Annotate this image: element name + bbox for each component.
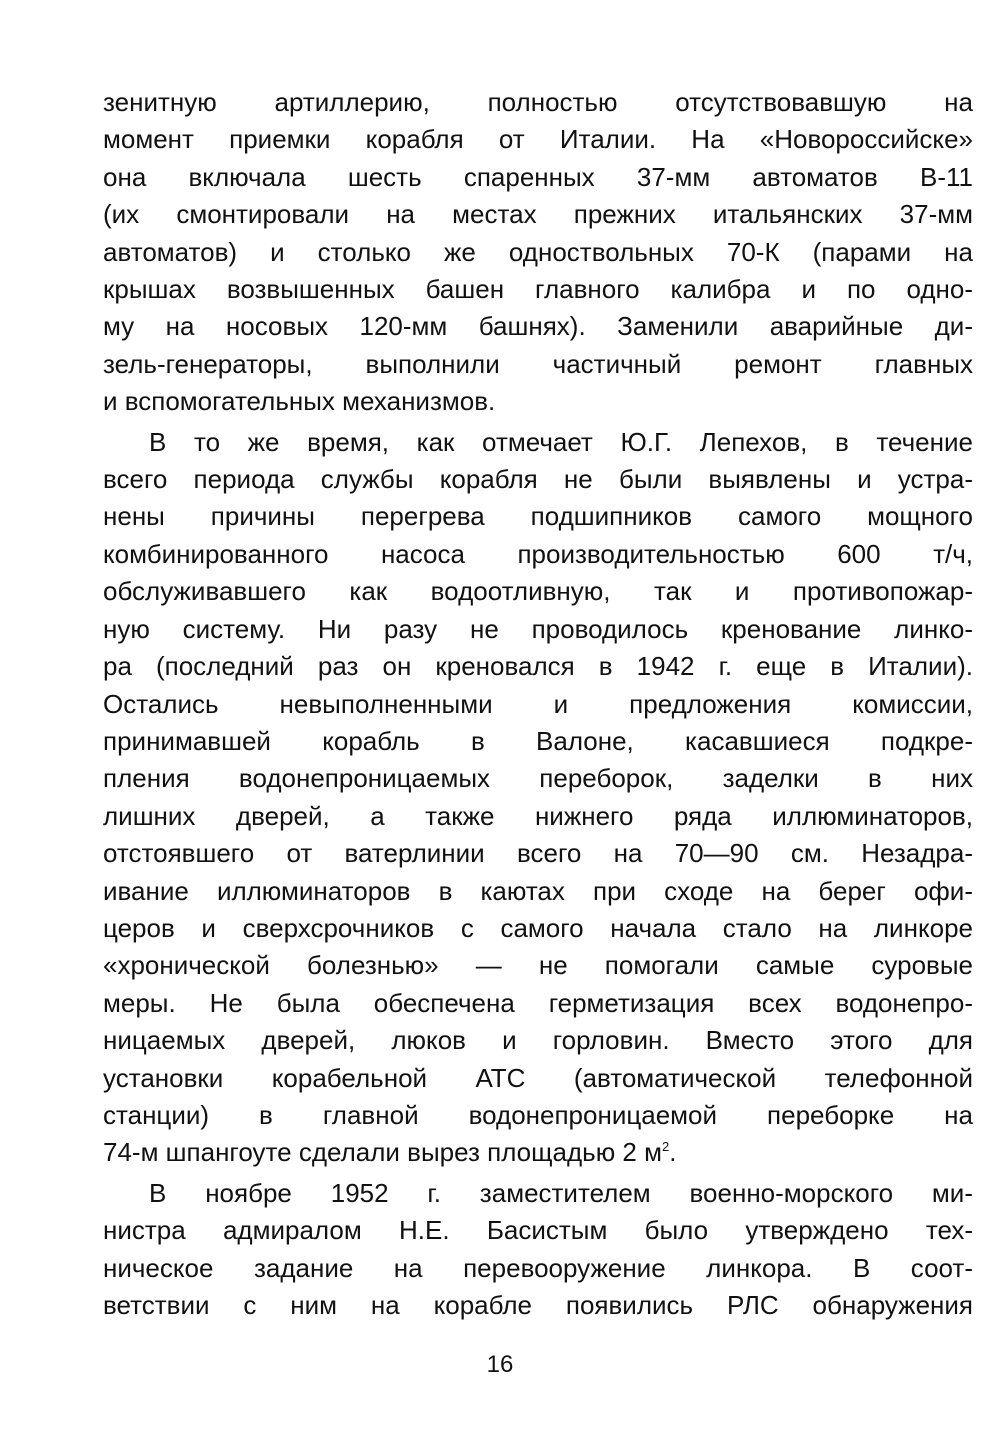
paragraph — [103, 424, 973, 1172]
text-line: зенитную артиллерию, полностью отсутствовавшую на — [103, 87, 973, 117]
text-line: ную систему. Ни разу не проводилось кренование линко- — [103, 613, 973, 644]
text-line: ра (последний раз он креновался в 1942 г. еще в Италии). — [103, 651, 973, 682]
text-line: ивание иллюминаторов в каютах при сходе на берег офи- — [103, 875, 973, 906]
text-line: (их смонтировали на местах прежних итальянских 37-мм — [103, 199, 973, 230]
text-line-tail: . — [669, 1137, 677, 1168]
text-line: ническое задание на перевооружение линкора. В соот- — [103, 1252, 973, 1283]
text-line: она включала шесть спаренных 37-мм автоматов В-11 — [103, 161, 973, 192]
text-line: зель-генераторы, выполнили частичный ремонт главных — [103, 348, 973, 379]
paragraph — [103, 1175, 973, 1325]
text-line: станции) в главной водонепроницаемой переборке на — [103, 1099, 973, 1130]
text-line-main: 74-м шпангоуте сделали вырез площадью 2 м — [103, 1137, 662, 1168]
text-line: ницаемых дверей, люков и горловин. Вместо этого для — [103, 1025, 973, 1056]
text-line: му на носовых 120-мм башнях). Заменили аварийные ди- — [103, 311, 973, 342]
text-line: всего периода службы корабля не были выявлены и устра- — [103, 464, 973, 495]
text-line: принимавшей корабль в Валоне, касавшиеся подкре- — [103, 725, 973, 756]
superscript: 2 — [661, 1139, 670, 1155]
text-line: меры. Не была обеспечена герметизация всех водонепро- — [103, 987, 973, 1018]
paragraph — [103, 84, 973, 421]
text-line: нены причины перегрева подшипников самого мощного — [103, 501, 973, 532]
text-line: нистра адмиралом Н.Е. Басистым было утверждено тех- — [103, 1215, 973, 1246]
text-line: комбинированного насоса производительностью 600 т/ч, — [103, 538, 973, 569]
text-line: обслуживавшего как водоотливную, так и противопожар- — [103, 576, 973, 607]
text-line: отстоявшего от ватерлинии всего на 70—90 см. Незадра- — [103, 838, 973, 869]
page-number: 16 — [486, 1351, 514, 1378]
text-line: лишних дверей, а также нижнего ряда иллюминаторов, — [103, 800, 973, 831]
text-line: момент приемки корабля от Италии. На «Новороссийске» — [103, 124, 973, 155]
text-line: церов и сверхсрочников с самого начала стало на линкоре — [103, 912, 973, 943]
text-line: установки корабельной АТС (автоматической телефонной — [103, 1062, 973, 1093]
body-text — [103, 84, 973, 1324]
text-line: крышах возвышенных башен главного калибра и по одно- — [103, 274, 973, 305]
text-line — [103, 1134, 973, 1171]
text-line: пления водонепроницаемых переборок, заделки в них — [103, 763, 973, 794]
text-line: автоматов) и столько же одноствольных 70-К (парами на — [103, 236, 973, 267]
text-line: В то же время, как отмечает Ю.Г. Лепехов, в течение — [149, 426, 973, 457]
text-line: «хронической болезнью» — не помогали самые суровые — [103, 950, 973, 981]
text-line: ветствии с ним на корабле появились РЛС обнаружения — [103, 1290, 973, 1320]
text-line: Остались невыполненными и предложения комиссии, — [103, 688, 973, 719]
text-line: и вспомогательных механизмов. — [103, 386, 496, 417]
text-line: В ноябре 1952 г. заместителем военно-морского ми- — [149, 1177, 973, 1208]
